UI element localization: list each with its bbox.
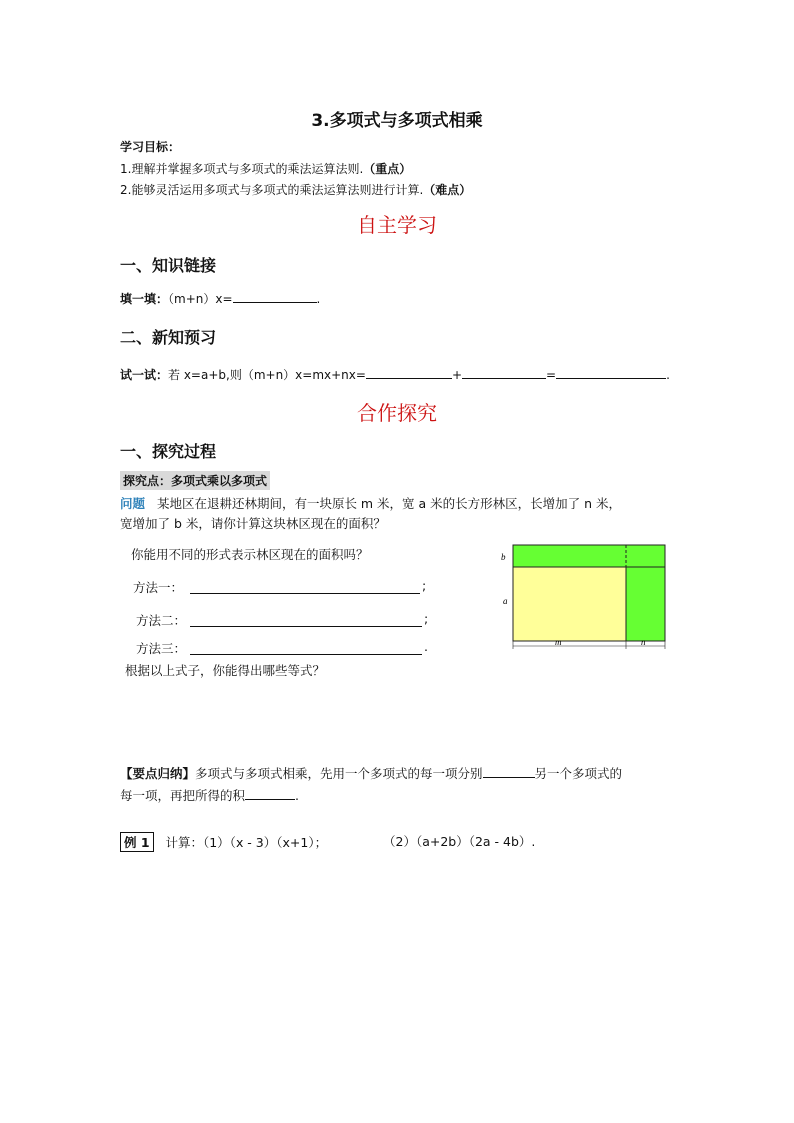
key-points-label: 【要点归纳】 [120,766,196,781]
answer-blank[interactable] [233,291,317,303]
method-2-end: ; [424,611,429,626]
try-label: 试一试： [120,368,169,382]
original-rect [513,567,626,641]
answer-blank[interactable] [483,766,535,778]
goal-item-2 [120,181,471,198]
example-label: 例 1 [120,832,154,852]
example-line [120,832,327,852]
method-3-blank[interactable] [190,654,422,655]
knowledge-link-heading: 一、知识链接 [120,256,217,275]
summary-text: 多项式与多项式相乘，先用一个多项式的每一项分别 [195,766,483,781]
fill-label: 填一填： [120,292,169,306]
method-3-label: 方法三： [136,641,187,656]
try-end: . [666,368,670,382]
goal-tag: （难点） [423,183,472,197]
summary-text: 另一个多项式的 [534,766,623,781]
summary-line-2 [120,786,299,804]
label-b: b [501,552,506,562]
fill-expr: （m+n）x= [168,292,233,306]
example-part-1: 计算：（1）（x - 3）（x+1）； [165,835,328,850]
summary-line-1 [120,764,622,782]
preview-heading: 二、新知预习 [120,328,217,347]
explore-heading: 一、探究过程 [120,442,217,461]
page-title: 3.多项式与多项式相乘 [311,111,483,131]
try-expr: 若 x=a+b,则（m+n）x=mx+nx= [168,368,366,382]
try-line [120,366,670,383]
goal-text: 2.能够灵活运用多项式与多项式的乘法运算法则进行计算. [120,183,424,197]
answer-blank[interactable] [366,367,452,379]
method-2-label: 方法二： [136,613,187,628]
strip-right-green [626,567,665,641]
section-cooperative: 合作探究 [357,401,437,425]
fill-end: . [316,292,321,306]
method-1-blank[interactable] [190,593,420,594]
answer-blank[interactable] [462,367,546,379]
method-1-label: 方法一： [133,580,184,595]
probe-label: 探究点：多项式乘以多项式 [120,471,270,490]
section-self-study: 自主学习 [357,213,437,237]
summary-end: . [295,788,299,803]
problem-line-2: 宽增加了 b 米，请你计算这块林区现在的面积？ [120,516,386,531]
label-a: a [503,596,508,606]
example-part-2: （2）（a+2b）（2a - 4b）. [383,834,536,849]
goal-tag: （重点） [363,162,412,176]
method-3-end: . [424,639,428,654]
problem-label: 问题 [120,496,146,511]
area-figure [495,536,680,658]
strip-top-green [513,545,665,567]
goal-item-1 [120,160,411,177]
problem-line-1 [120,494,621,512]
summary-text: 每一项，再把所得的积 [120,788,246,803]
answer-blank[interactable] [556,367,666,379]
goal-text: 1.理解并掌握多项式与多项式的乘法运算法则. [120,162,364,176]
goals-heading: 学习目标： [120,140,181,154]
equation-question: 根据以上式子，你能得出哪些等式？ [125,663,326,678]
equal-sign: = [546,368,557,382]
method-2-blank[interactable] [190,626,422,627]
fill-in-line [120,290,320,307]
answer-blank[interactable] [245,788,295,800]
problem-text: 某地区在退耕还林期间，有一块原长 m 米，宽 a 米的长方形林区，长增加了 n 米， [156,496,622,511]
plus-sign: + [451,368,463,382]
method-1-end: ; [422,578,427,593]
label-m: m [555,637,562,647]
question-text: 你能用不同的形式表示林区现在的面积吗？ [131,547,369,562]
label-n: n [641,637,646,647]
